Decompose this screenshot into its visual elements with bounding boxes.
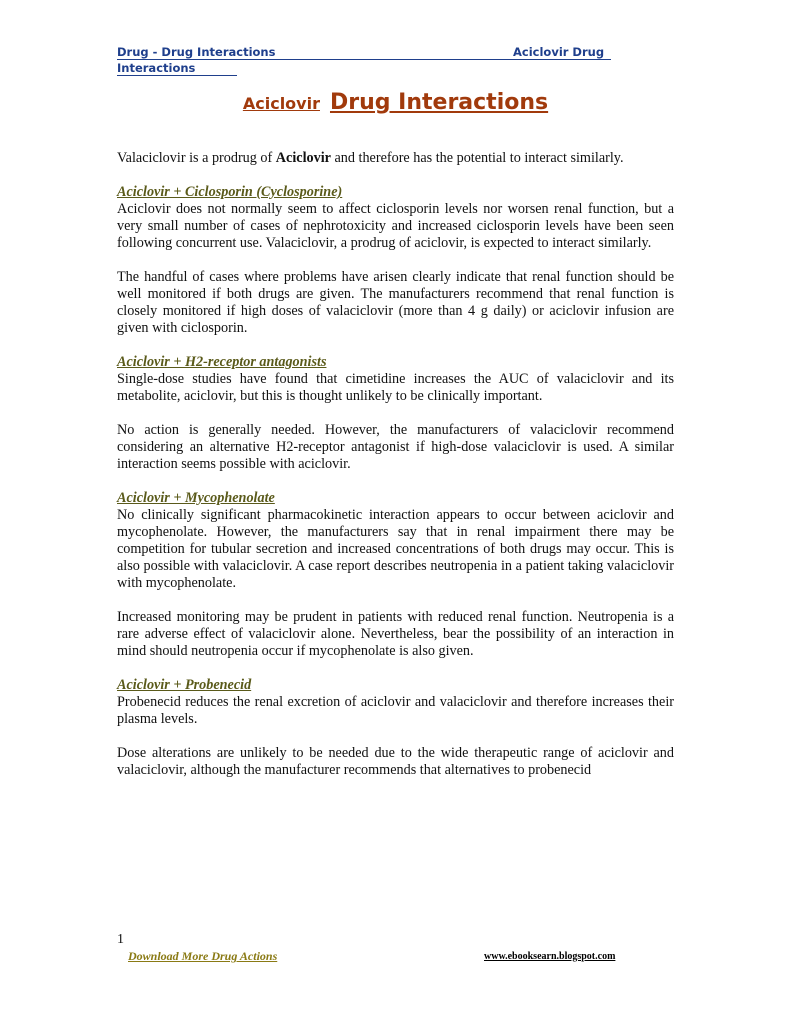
page-title bbox=[0, 90, 791, 115]
section-heading-mycophenolate[interactable]: Aciclovir + Mycophenolate bbox=[117, 490, 275, 506]
section-heading-probenecid[interactable]: Aciclovir + Probenecid bbox=[117, 677, 252, 693]
header-right-link[interactable]: Aciclovir Drug bbox=[513, 45, 605, 59]
header-left-link[interactable]: Drug - Drug Interactions bbox=[117, 45, 276, 59]
paragraph: The handful of cases where problems have arisen clearly indicate that renal function should be well monitored if both drugs are given. The manufacturers recommend that renal function is closely monitored if high doses of valaciclovir (more than 4 g daily) or aciclovir infusion are given with ciclosporin. bbox=[117, 269, 674, 336]
paragraph: Increased monitoring may be prudent in patients with reduced renal function. Neutropenia is a rare adverse effect of valaciclovir alone. Nevertheless, bear the possibility of an interaction in mind should neutropenia occur if mycophenolate is also given. bbox=[117, 609, 674, 659]
header-left-line2[interactable]: Interactions bbox=[117, 61, 237, 76]
title-part2: Drug Interactions bbox=[329, 90, 549, 115]
paragraph: Dose alterations are unlikely to be needed due to the wide therapeutic range of aciclovir and valaciclovir, although the manufacturer recommends that alternatives to probenecid bbox=[117, 745, 674, 778]
intro-paragraph bbox=[117, 150, 674, 167]
paragraph: No clinically significant pharmacokinetic interaction appears to occur between aciclovir and mycophenolate. However, the manufacturers say that in renal impairment there may be competition for tubular secretion and increased concentrations of both drugs may occur. This is also possible with valaciclovir. A case report describes neutropenia in a patient taking valaciclovir with mycophenolate. bbox=[117, 507, 674, 591]
footer-download-link[interactable]: Download More Drug Actions bbox=[128, 949, 278, 963]
section-heading-ciclosporin[interactable]: Aciclovir + Ciclosporin (Cyclosporine) bbox=[117, 184, 343, 200]
paragraph: Probenecid reduces the renal excretion of aciclovir and valaciclovir and therefore increases their plasma levels. bbox=[117, 694, 674, 727]
intro-text-2: and therefore has the potential to interact similarly. bbox=[330, 150, 624, 166]
running-header bbox=[117, 45, 611, 76]
intro-bold: Aciclovir bbox=[275, 150, 331, 166]
document-body bbox=[117, 150, 674, 779]
footer-website-link[interactable]: www.ebooksearn.blogspot.com bbox=[484, 951, 616, 962]
paragraph: No action is generally needed. However, the manufacturers of valaciclovir recommend considering an alternative H2-receptor antagonist if high-dose valaciclovir is used. A similar interaction seems possible with aciclovir. bbox=[117, 422, 674, 472]
intro-text-1: Valaciclovir is a prodrug of bbox=[117, 150, 276, 166]
title-part1: Aciclovir bbox=[242, 94, 320, 113]
page-number: 1 bbox=[117, 932, 124, 947]
paragraph: Aciclovir does not normally seem to affect ciclosporin levels nor worsen renal function, but a very small number of cases of nephrotoxicity and increased ciclosporin levels have been seen following concurrent use. Valaciclovir, a prodrug of aciclovir, is expected to interact similarly. bbox=[117, 201, 674, 251]
section-heading-h2-antagonists[interactable]: Aciclovir + H2-receptor antagonists bbox=[117, 354, 327, 370]
paragraph: Single-dose studies have found that cimetidine increases the AUC of valaciclovir and its metabolite, aciclovir, but this is thought unlikely to be clinically important. bbox=[117, 371, 674, 404]
